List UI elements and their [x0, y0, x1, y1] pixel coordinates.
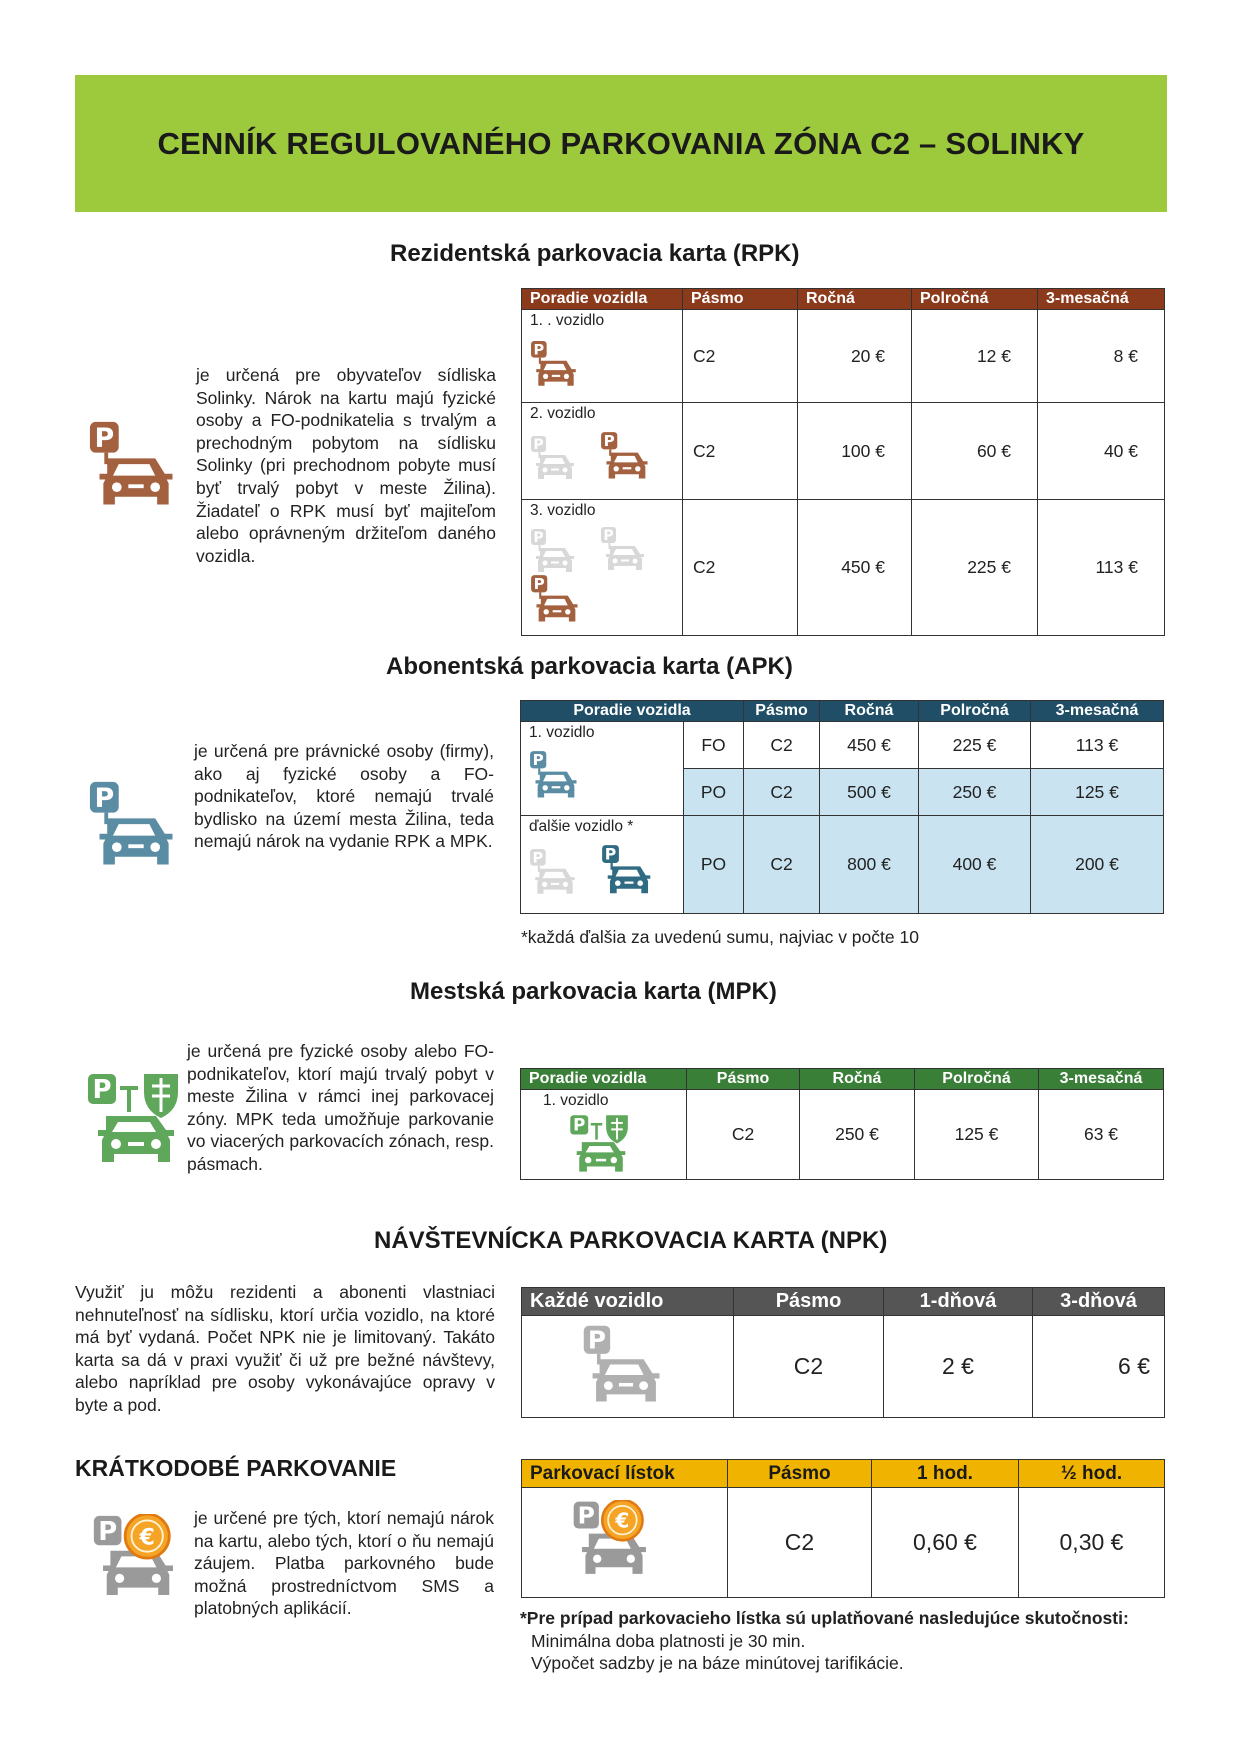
short-half-hour-price: 0,30 €: [1019, 1488, 1165, 1598]
apk-half: 225 €: [919, 722, 1031, 769]
npk-header-one-day: 1-dňová: [884, 1288, 1033, 1316]
apk-quarter: 125 €: [1031, 769, 1164, 816]
mpk-quarter: 63 €: [1039, 1090, 1164, 1180]
rpk-order-label: 2. vozidlo: [530, 405, 596, 422]
mpk-description: je určená pre fyzické osoby alebo FO-podnikateľov, ktorí majú trvalý pobyt v meste Žilina v rámci inej parkovacej zóny. MPK teda umožňuje parkovanie vo viacerých parkovacích zónach, resp. pásmach.: [187, 1041, 494, 1174]
car-parking-icon: [600, 526, 650, 576]
apk-person-type: FO: [684, 722, 744, 769]
table-row: [522, 1316, 1165, 1418]
car-parking-icon: [582, 1324, 670, 1412]
apk-order-cell: [521, 816, 684, 914]
mpk-header-order: Poradie vozidla: [521, 1069, 687, 1090]
apk-half: 400 €: [919, 816, 1031, 914]
short-header-ticket: Parkovací lístok: [522, 1460, 728, 1488]
npk-zone: C2: [734, 1316, 884, 1418]
rpk-zone: C2: [683, 403, 798, 500]
short-table: [521, 1459, 1165, 1598]
apk-half: 250 €: [919, 769, 1031, 816]
rpk-quarter: 8 €: [1038, 310, 1165, 403]
short-note-title: *Pre prípad parkovacieho lístka sú uplatňované nasledujúce skutočnosti:: [520, 1608, 1129, 1628]
rpk-zone: C2: [683, 500, 798, 636]
npk-heading: NÁVŠTEVNÍCKA PARKOVACIA KARTA (NPK): [374, 1227, 888, 1254]
npk-header-zone: Pásmo: [734, 1288, 884, 1316]
mpk-header-quarter: 3-mesačná: [1039, 1069, 1164, 1090]
rpk-zone: C2: [683, 310, 798, 403]
npk-table-header: [522, 1288, 1165, 1316]
apk-description: je určená pre právnické osoby (firmy), ako aj fyzické osoby a FO-podnikateľov, ktoré nemajú trvalé bydlisko na území mesta Žilina, teda nemajú nárok na vydanie RPK a MPK.: [194, 741, 494, 852]
npk-description: Využiť ju môžu rezidenti a abonenti vlastniaci nehnuteľnosť na sídlisku, ktorí určia vozidlo, na ktoré má byť vydaná. Počet NPK nie je limitovaný. Takáto karta sa dá v praxi využiť či už pre bežné návštevy, alebo napríklad pre osoby vykonávajúce opravy v byte a pod.: [75, 1282, 495, 1415]
rpk-table: [521, 288, 1165, 636]
apk-header-quarter: 3-mesačná: [1031, 701, 1164, 722]
table-row: [522, 500, 1165, 636]
apk-header-order: Poradie vozidla: [521, 701, 744, 722]
car-euro-icon: [92, 1514, 184, 1606]
apk-zone: C2: [744, 769, 820, 816]
apk-zone: C2: [744, 816, 820, 914]
mpk-heading: Mestská parkovacia karta (MPK): [410, 978, 777, 1005]
apk-person-type: PO: [684, 816, 744, 914]
car-parking-icon: [529, 848, 581, 900]
car-city-crest-icon: [569, 1114, 633, 1178]
apk-person-type: PO: [684, 769, 744, 816]
short-description: je určené pre tých, ktorí nemajú nárok na kartu, alebo tých, ktorí o ňu nemajú záujem. Platba parkovného bude možná prostredníctvom SMS a platobných aplikácií.: [194, 1508, 494, 1619]
apk-order-label: 1. vozidlo: [529, 724, 595, 741]
car-parking-icon: [88, 780, 184, 876]
mpk-table: [520, 1068, 1164, 1180]
npk-one-day-price: 2 €: [884, 1316, 1033, 1418]
car-parking-icon: [529, 750, 583, 804]
table-row: [521, 1090, 1164, 1180]
page-title: CENNÍK REGULOVANÉHO PARKOVANIA ZÓNA C2 – SOLINKY: [157, 125, 1085, 161]
car-city-crest-icon: [86, 1072, 186, 1172]
rpk-annual: 20 €: [798, 310, 912, 403]
apk-order-cell: [521, 722, 684, 816]
apk-table: [520, 700, 1164, 914]
rpk-header-zone: Pásmo: [683, 289, 798, 310]
short-table-header: [522, 1460, 1165, 1488]
rpk-description: je určená pre obyvateľov sídliska Solinky. Nárok na kartu majú fyzické osoby a FO-podnikatelia s trvalým a prechodným pobytom na sídlisku Solinky (pri prechodnom pobyte musí byť trvalý pobyt v meste Žilina). Žiadateľ o RPK musí byť majiteľom alebo oprávneným držiteľom daného vozidla.: [196, 365, 496, 566]
rpk-quarter: 40 €: [1038, 403, 1165, 500]
mpk-annual: 250 €: [800, 1090, 915, 1180]
table-row: [522, 310, 1165, 403]
rpk-annual: 100 €: [798, 403, 912, 500]
short-zone: C2: [728, 1488, 872, 1598]
short-heading: KRÁTKODOBÉ PARKOVANIE: [75, 1455, 397, 1481]
rpk-header-annual: Ročná: [798, 289, 912, 310]
npk-header-three-day: 3-dňová: [1033, 1288, 1165, 1316]
apk-order-label: ďalšie vozidlo *: [529, 818, 634, 835]
rpk-header-half: Polročná: [912, 289, 1038, 310]
short-note-line: Minimálna doba platnosti je 30 min.: [531, 1631, 806, 1651]
short-ticket-cell: [522, 1488, 728, 1598]
apk-zone: C2: [744, 722, 820, 769]
apk-annual: 800 €: [820, 816, 919, 914]
apk-quarter: 200 €: [1031, 816, 1164, 914]
rpk-quarter: 113 €: [1038, 500, 1165, 636]
table-row: [521, 816, 1164, 914]
rpk-heading: Rezidentská parkovacia karta (RPK): [390, 240, 800, 267]
car-parking-icon: [88, 420, 184, 516]
rpk-header-order: Poradie vozidla: [522, 289, 683, 310]
apk-heading: Abonentská parkovacia karta (APK): [386, 653, 793, 680]
rpk-half: 12 €: [912, 310, 1038, 403]
rpk-order-label: 1. . vozidlo: [530, 312, 605, 329]
rpk-annual: 450 €: [798, 500, 912, 636]
mpk-header-zone: Pásmo: [687, 1069, 800, 1090]
npk-three-day-price: 6 €: [1033, 1316, 1165, 1418]
title-banner: [75, 75, 1167, 212]
mpk-half: 125 €: [915, 1090, 1039, 1180]
mpk-table-header: [521, 1069, 1164, 1090]
mpk-zone: C2: [687, 1090, 800, 1180]
table-row: [522, 403, 1165, 500]
car-euro-icon: [572, 1500, 656, 1584]
short-note-line: Výpočet sadzby je na báze minútovej tarifikácie.: [531, 1653, 904, 1673]
rpk-header-quarter: 3-mesačná: [1038, 289, 1165, 310]
car-parking-icon: [530, 528, 580, 578]
mpk-header-annual: Ročná: [800, 1069, 915, 1090]
short-header-zone: Pásmo: [728, 1460, 872, 1488]
npk-header-vehicle: Každé vozidlo: [522, 1288, 734, 1316]
car-parking-icon: [530, 574, 584, 628]
short-hour-price: 0,60 €: [872, 1488, 1019, 1598]
rpk-order-cell: [522, 500, 683, 636]
mpk-order-label: 1. vozidlo: [543, 1092, 609, 1109]
table-row: [521, 722, 1164, 769]
rpk-half: 225 €: [912, 500, 1038, 636]
short-header-half-hour: ½ hod.: [1019, 1460, 1165, 1488]
car-parking-icon: [600, 431, 654, 485]
car-parking-icon: [530, 340, 582, 392]
table-row: [522, 1488, 1165, 1598]
apk-footnote: *každá ďalšia za uvedenú sumu, najviac v počte 10: [521, 927, 919, 947]
rpk-half: 60 €: [912, 403, 1038, 500]
rpk-order-label: 3. vozidlo: [530, 502, 596, 519]
apk-annual: 450 €: [820, 722, 919, 769]
apk-header-zone: Pásmo: [744, 701, 820, 722]
mpk-header-half: Polročná: [915, 1069, 1039, 1090]
npk-vehicle-cell: [522, 1316, 734, 1418]
rpk-order-cell: [522, 403, 683, 500]
rpk-table-header: [522, 289, 1165, 310]
car-parking-icon: [601, 844, 657, 900]
mpk-order-cell: [521, 1090, 687, 1180]
car-parking-icon: [530, 435, 580, 485]
apk-header-half: Polročná: [919, 701, 1031, 722]
npk-table: [521, 1287, 1165, 1418]
apk-header-annual: Ročná: [820, 701, 919, 722]
apk-quarter: 113 €: [1031, 722, 1164, 769]
apk-table-header: [521, 701, 1164, 722]
rpk-order-cell: [522, 310, 683, 403]
short-header-hour: 1 hod.: [872, 1460, 1019, 1488]
apk-annual: 500 €: [820, 769, 919, 816]
